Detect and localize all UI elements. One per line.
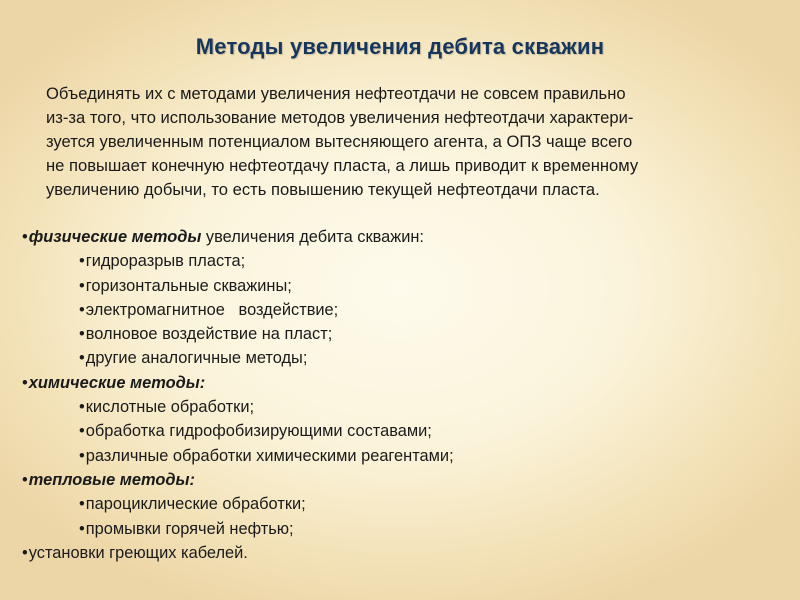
list-item — [22, 249, 782, 273]
list-item-physical — [22, 225, 782, 249]
bullet: • — [79, 276, 85, 295]
methods-list — [22, 225, 782, 565]
list-item — [22, 274, 782, 298]
bullet: • — [79, 252, 85, 271]
intro-line: из-за того, что использование методов увеличения нефтеотдачи характери- — [46, 108, 634, 127]
item-text: промывки горячей нефтью; — [85, 519, 294, 538]
bullet: • — [79, 446, 85, 465]
list-item — [22, 298, 782, 322]
item-text: гидроразрыв пласта; — [85, 252, 246, 271]
list-item — [22, 346, 782, 370]
list-item — [22, 444, 782, 468]
bullet: • — [79, 349, 85, 368]
item-text: пароциклические обработки; — [85, 495, 306, 514]
intro-line: увеличению добычи, то есть повышению текущей нефтеотдачи пласта. — [46, 180, 600, 199]
item-text: установки греющих кабелей. — [28, 543, 248, 562]
item-text: горизонтальные скважины; — [85, 276, 292, 295]
list-item — [22, 395, 782, 419]
list-item — [22, 492, 782, 516]
intro-line: не повышает конечную нефтеотдачу пласта, а лишь приводит к временному — [46, 156, 639, 175]
bullet: • — [79, 495, 85, 514]
intro-paragraph — [46, 82, 776, 202]
intro-line: Объединять их с методами увеличения нефтеотдачи не совсем правильно — [46, 84, 626, 103]
list-item — [22, 517, 782, 541]
bullet: • — [79, 519, 85, 538]
category-suffix: увеличения дебита скважин: — [201, 228, 424, 246]
page-title: Методы увеличения дебита скважин — [195, 34, 605, 59]
intro-line: зуется увеличенным потенциалом вытесняющего агента, а ОПЗ чаще всего — [46, 132, 633, 151]
bullet: • — [22, 543, 28, 562]
item-text: кислотные обработки; — [85, 398, 255, 417]
list-item-thermal — [22, 468, 782, 492]
list-item-cables — [22, 541, 782, 565]
bullet: • — [22, 373, 28, 392]
list-item — [22, 419, 782, 443]
category-label: тепловые методы: — [28, 470, 195, 489]
item-text: волновое воздействие на пласт; — [85, 325, 333, 344]
bullet: • — [79, 300, 85, 319]
bullet: • — [22, 228, 28, 246]
item-text: различные обработки химическими реагентами; — [85, 446, 454, 465]
bullet: • — [79, 422, 85, 441]
bullet: • — [22, 470, 28, 489]
item-text: обработка гидрофобизирующими составами; — [85, 422, 432, 441]
category-label: химические методы: — [28, 373, 206, 392]
bullet: • — [79, 398, 85, 417]
bullet: • — [79, 325, 85, 344]
category-label: физические методы — [28, 228, 202, 246]
item-text: электромагнитное воздействие; — [85, 300, 339, 319]
item-text: другие аналогичные методы; — [85, 349, 308, 368]
list-item — [22, 322, 782, 346]
list-item-chemical — [22, 371, 782, 395]
